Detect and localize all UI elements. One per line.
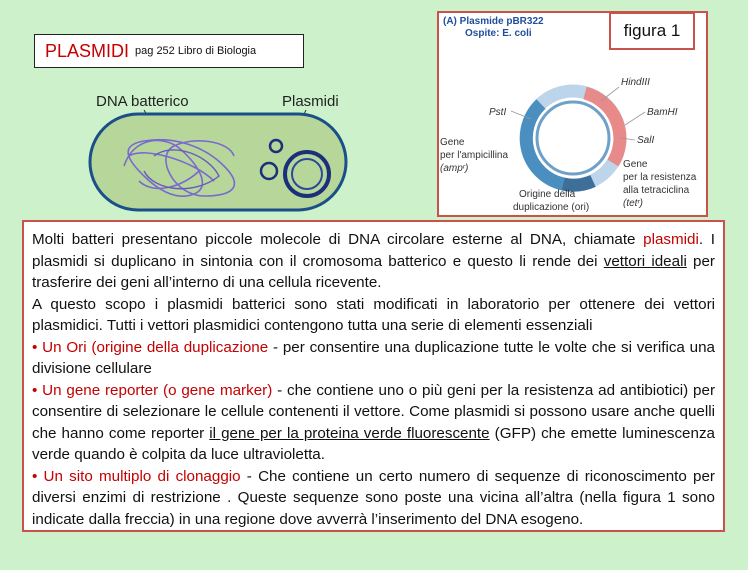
text-segment: . I plasmidi si duplicano in sintonia con il cromosoma batterico e questo li rende dei xyxy=(32,231,715,270)
figure-caption: (A) Plasmide pBR322 xyxy=(443,16,544,27)
ori-arc xyxy=(563,181,593,185)
amp-line-2: per l'ampicillina xyxy=(440,150,509,161)
text-panel xyxy=(22,220,725,532)
text-segment: per trasferire dei geni all’interno di una cellula ricevente. xyxy=(32,252,715,291)
amp-line-1: Gene xyxy=(440,137,465,148)
bullet-cloning-text: - Che contiene un certo numero di sequenze di riconoscimento per diversi enzimi di restrizione . Queste sequenze sono poste una vicina all’altra (nella figura 1 sono indicate dalla freccia) in una regione dove avverrà l’inserimento del DNA esogeno. xyxy=(32,467,715,528)
term-plasmidi: plasmidi xyxy=(643,231,699,248)
dna-label: DNA batterico xyxy=(96,93,189,110)
bam-label: BamHI xyxy=(647,107,678,118)
hind-pointer xyxy=(601,87,619,101)
paragraph-vectors: A questo scopo i plasmidi batterici sono stati modificati in laboratorio per ottenere dei vettori plasmidici. Tutti i vettori plasmidici contengono tutta una serie di elementi essenziali xyxy=(32,295,715,334)
ori-line-1: Origine della xyxy=(519,189,576,200)
bullet-ori xyxy=(32,337,715,380)
title-box xyxy=(34,34,304,68)
plasmid-inner-ring xyxy=(537,102,609,174)
page-title: PLASMIDI xyxy=(45,40,130,61)
ori-line-2: duplicazione (ori) xyxy=(513,202,590,213)
tet-line-3: alla tetraciclina xyxy=(623,185,690,196)
tet-line-4: (tetʳ) xyxy=(623,198,643,209)
bullet-cloning-title: • Un sito multiplo di clonaggio xyxy=(32,467,241,485)
amp-line-3: (ampʳ) xyxy=(440,163,469,174)
hind-label: HindIII xyxy=(621,77,650,88)
bacterium-illustration xyxy=(84,86,364,216)
bullet-reporter-text: - che contiene uno o più geni per la resistenza ad antibiotici) per consentire di selezionare le cellule contenenti il vettore. Come plasmidi si possono usare anche quelli che hanno come reporter xyxy=(32,381,715,442)
tet-gene-label xyxy=(623,159,697,209)
page-subtitle: pag 252 Libro di Biologia xyxy=(135,45,257,57)
ori-label xyxy=(513,189,589,213)
tet-gene-arc xyxy=(585,93,620,163)
pst-label: PstI xyxy=(489,107,507,118)
plasmid-label: Plasmidi xyxy=(282,93,339,110)
bullet-ori-text: - per consentire una duplicazione tutte le volte che si verifica una divisione cellulare xyxy=(32,338,715,377)
bullet-reporter-text-end: (GFP) che emette luminescenza verde quando è colpita da luce ultravioletta. xyxy=(32,424,715,463)
bullet-reporter xyxy=(32,380,715,466)
figure-badge: figura 1 xyxy=(609,12,695,50)
bullet-cloning-site xyxy=(32,466,715,531)
text-segment: Molti batteri presentano piccole molecole di DNA circolare esterne al DNA, chiamate xyxy=(32,231,644,248)
bullet-reporter-title: • Un gene reporter (o gene marker) xyxy=(32,381,273,399)
amp-gene-label xyxy=(440,137,508,174)
bullet-ori-title: • Un Ori (origine della duplicazione xyxy=(32,338,269,356)
term-gfp: il gene per la proteina verde fluorescente xyxy=(209,424,490,442)
tet-line-2: per la resistenza xyxy=(623,172,697,183)
tet-line-1: Gene xyxy=(623,159,648,170)
paragraph-intro xyxy=(32,229,715,294)
figure-host: Ospite: E. coli xyxy=(465,28,532,39)
term-vettori-ideali: vettori ideali xyxy=(603,252,687,270)
sal-label: SalI xyxy=(637,135,655,146)
bam-pointer xyxy=(625,112,645,125)
